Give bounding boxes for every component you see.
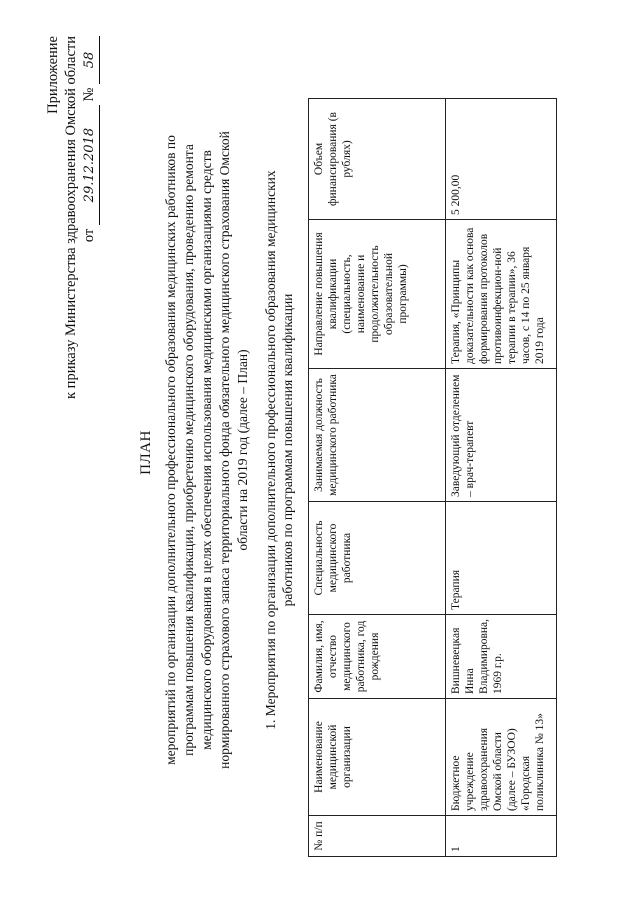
header-num: № п/п [309,816,446,857]
cell-num: 1 [446,816,557,857]
activities-table [308,98,557,857]
cell-specialty: Терапия [446,501,557,614]
appendix-block [44,36,100,399]
cell-amount: 5 200,00 [446,98,557,219]
plan-description: мероприятий по организации дополнительного профессионального образования медицинских работников по программам повышения квалификации, приобретению медицинского оборудования, проведению ремонта медицинского оборудования в целях обеспечения использования медицинскими организациями средств нормированного страхового запаса территориального фонда обязательного медицинского страхования Омской области на 2019 год (далее – План) [163,131,250,769]
date-prefix: от [81,228,97,243]
header-specialty: Специальность медицинского работника [309,501,446,614]
order-number: 58 [81,36,100,84]
cell-direction: Терапия, «Принципы доказательности как основа формирования протоколов противоинфекцион-ной терапии в терапии», 36 часов, с 14 по 25 января 2019 года [446,219,557,368]
header-amount: Объем финансирования (в рублях) [309,98,446,219]
cell-name: Вишневецкая Инна Владимировна, 1969 г.р. [446,614,557,698]
plan-title: ПЛАН [138,430,154,475]
appendix-title: Приложение [45,36,61,114]
header-direction: Направление повышения квалификации (специальность, наименование и продолжительность образовательной программы) [309,219,446,368]
table-header-row [309,98,446,856]
cell-org: Бюджетное учреждение здравоохранения Омской области (далее – БУЗОО) «Городская поликлиника № 13» [446,699,557,816]
order-date: 29.12.2018 [81,105,100,225]
appendix-order-ref: к приказу Министерства здравоохранения Омской области [63,36,79,399]
cell-position: Заведующий отделением – врач-терапевт [446,368,557,501]
header-name: Фамилия, имя, отчество медицинского работника, год рождения [309,614,446,698]
section-heading: 1. Мероприятия по организации дополнительного профессионального образования медицинских работников по программам повышения квалификации [263,170,295,730]
header-org: Наименование медицинской организации [309,699,446,816]
table-row [446,98,557,856]
header-position: Занимаемая должность медицинского работника [309,368,446,501]
appendix-date-line [80,36,100,399]
number-prefix: № [81,87,97,102]
